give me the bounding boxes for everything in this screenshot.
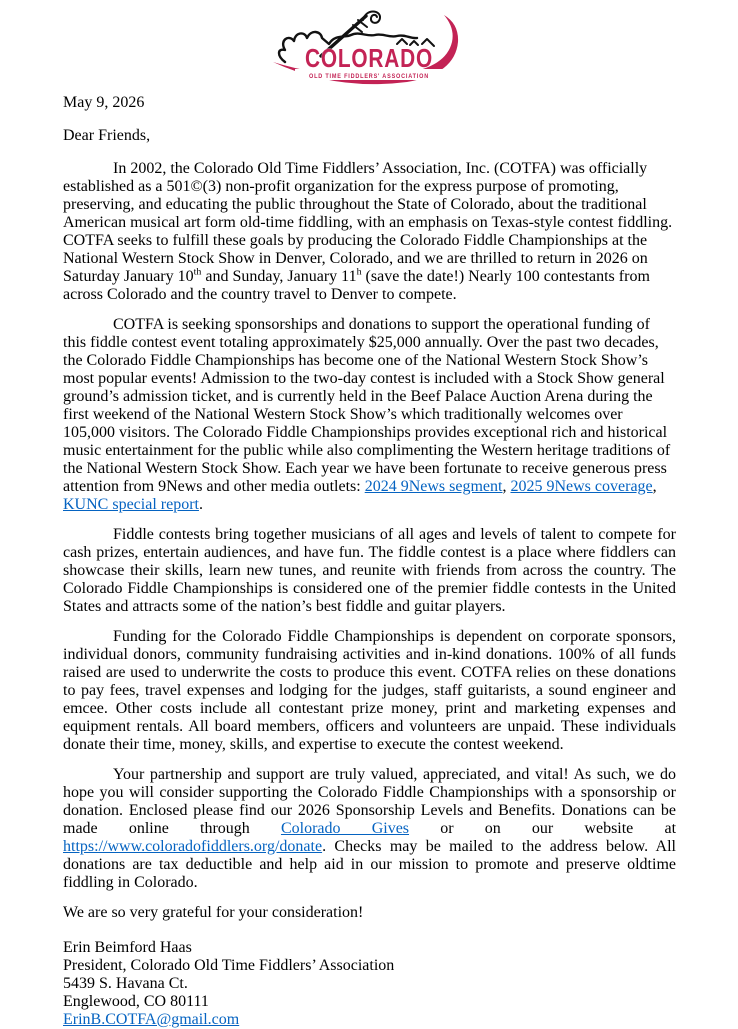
letter-date: May 9, 2026 [63,94,145,111]
superscript: h [356,266,362,278]
text-run: Fiddle contests bring together musicians of all ages and levels of talent to compete for cash prizes, entertain audiences, and have fun. The fiddle contest is a place where fiddlers can showcase their skills, learn new tunes, and reunite with friends from across the country. The Colorado Fiddle Championships is considered one of the premier fiddle contests in the United States and attracts some of the nation’s best fiddle and guitar players. [63,526,676,615]
text-run: , [652,478,657,495]
paragraph [63,526,676,616]
paragraph [63,316,676,514]
signature-block [63,939,676,1029]
signature-title: President, Colorado Old Time Fiddlers’ Association [63,957,395,974]
text-run: COTFA is seeking sponsorships and donations to support the operational funding of this fiddle contest event totaling approximately $25,000 annually. Over the past two decades, the Colorado Fiddle Championships has become one of the National Western Stock Show’s most popular events! Admission to the two-day contest is included with a Stock Show general ground’s admission ticket, and is currently held in the Beef Palace Auction Arena during the first weekend of the National Western Stock Show’s which traditionally welcomes over 105,000 visitors. The Colorado Fiddle Championships provides exceptional rich and historical music entertainment for the public while also complimenting the Western heritage traditions of the National Western Stock Show. Each year we have been fortunate to receive generous press attention from 9News and other media outlets: [63,316,671,495]
superscript: th [193,266,202,278]
fiddle-and-mountains-icon [269,4,469,92]
text-run: In 2002, the Colorado Old Time Fiddlers’ Association, Inc. (COTFA) was officially established as a 501©(3) non-profit organization for the express purpose of promoting, preserving, and educating the public throughout the State of Colorado, about the traditional American musical art form old-time fiddling, with an emphasis on Texas-style contest fiddling. COTFA seeks to fulfill these goals by producing the Colorado Fiddle Championships at the National Western Stock Show in Denver, Colorado, and we are thrilled to return in 2026 on Saturday January 10 [63,160,673,285]
hyperlink[interactable]: https://www.coloradofiddlers.org/donate [63,838,323,855]
logo-subtitle: OLD TIME FIDDLERS' ASSOCIATION [309,73,429,80]
text-run: (save the date!) Nearly 100 contestants from across Colorado and the country travel to Denver to compete. [63,268,650,303]
hyperlink[interactable]: KUNC special report [63,496,199,513]
text-run: . Checks may be mailed to the address below. All donations are tax deductible and help aid in our mission to promote and preserve oldtime fiddling in Colorado. [63,838,676,891]
letter-paragraphs [63,160,676,892]
signature-address-line2: Englewood, CO 80111 [63,993,209,1010]
logo-pegs [353,20,367,32]
text-run: , [502,478,511,495]
letter-salutation: Dear Friends, [63,127,151,144]
paragraph [63,766,676,892]
paragraph [63,628,676,754]
text-run: or on our website at [409,820,677,837]
text-run: Your partnership and support are truly valued, appreciated, and vital! As such, we do hope you will consider supporting the Colorado Fiddle Championships with a sponsorship or donation. Enclosed please find our 2026 Sponsorship Levels and Benefits. Donations can be made online through [63,766,676,837]
paragraph [63,160,676,304]
logo-wordmark: COLORADO [305,43,433,73]
cotfa-logo [269,4,469,92]
hyperlink[interactable]: 2025 9News coverage [510,478,653,495]
signature-address-line1: 5439 S. Havana Ct. [63,975,188,992]
hyperlink[interactable]: Colorado Gives [280,820,410,837]
hyperlink[interactable]: 2024 9News segment [364,478,503,495]
text-run: Funding for the Colorado Fiddle Championships is dependent on corporate sponsors, individual donors, community fundraising activities and in-kind donations. 100% of all funds raised are used to underwrite the costs to produce this event. COTFA relies on these donations to pay fees, travel expenses and lodging for the judges, staff guitarists, a sound engineer and emcee. Other costs include all contestant prize money, print and marketing expenses and equipment rentals. All board members, officers and volunteers are unpaid. These individuals donate their time, money, skills, and expertise to execute the contest weekend. [63,628,676,753]
text-run: . [198,496,203,513]
letter-closing: We are so very grateful for your consideration! [63,904,364,921]
text-run: and Sunday, January 11 [201,268,357,285]
email-link[interactable]: ErinB.COTFA@gmail.com [63,1011,240,1028]
letter-content [63,94,676,1029]
signature-name: Erin Beimford Haas [63,939,192,956]
